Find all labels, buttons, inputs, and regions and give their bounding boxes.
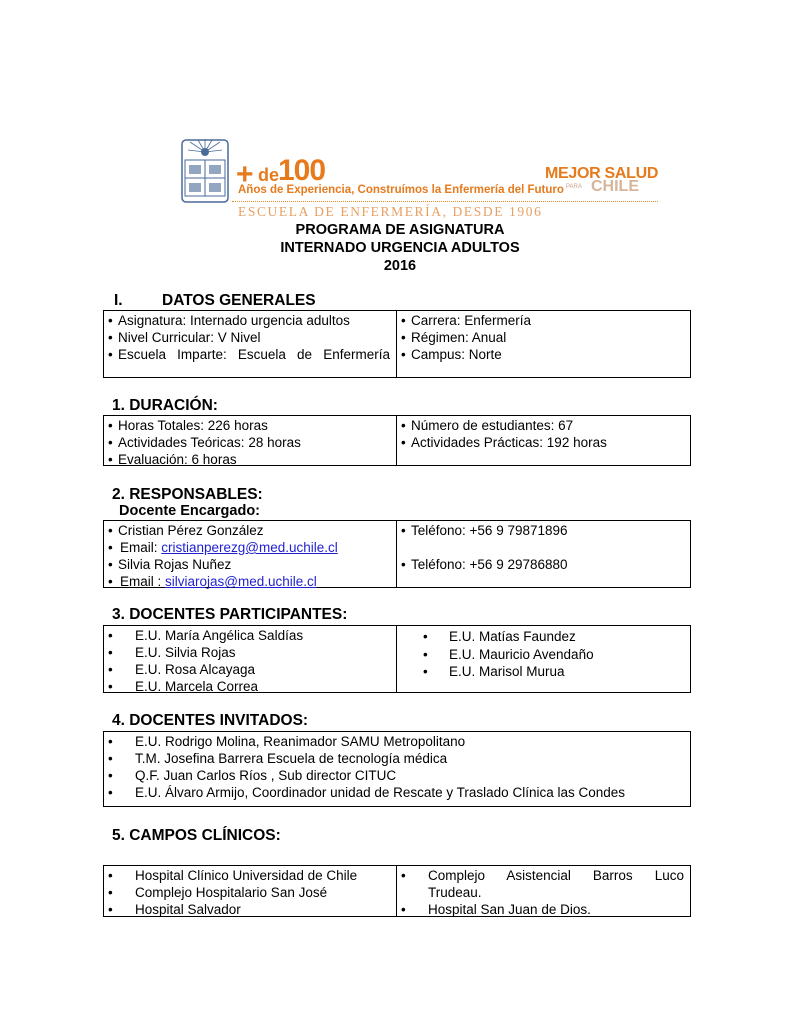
duracion-table xyxy=(103,415,691,466)
person-email-line xyxy=(118,573,390,590)
person-email-line xyxy=(118,539,390,556)
person-phone: • Teléfono: +56 9 79871896 xyxy=(411,522,684,539)
page-title-year: 2016 xyxy=(383,258,417,274)
list-item: • Nivel Curricular: V Nivel xyxy=(118,329,390,346)
list-item: • Evaluación: 6 horas xyxy=(118,451,390,468)
escuela-banner: ESCUELA DE ENFERMERÍA, DESDE 1906 xyxy=(238,204,543,219)
email-link[interactable]: cristianperezg@med.uchile.cl xyxy=(161,540,338,555)
section-invitados-heading: 4. DOCENTES INVITADOS: xyxy=(112,712,309,729)
logo-tagline: Años de Experiencia, Construímos la Enfermería del Futuro xyxy=(238,184,564,196)
email-link[interactable]: silviarojas@med.uchile.cl xyxy=(165,574,317,589)
docente-encargado-subheading: Docente Encargado: xyxy=(119,503,260,519)
duracion-left-col xyxy=(104,416,397,465)
responsables-right-col xyxy=(397,521,690,587)
section-datos-heading: DATOS GENERALES xyxy=(162,292,316,309)
list-item: • T.M. Josefina Barrera Escuela de tecnología médica xyxy=(108,750,684,767)
list-item: • Actividades Teóricas: 28 horas xyxy=(118,434,390,451)
list-item: • Número de estudiantes: 67 xyxy=(411,417,684,434)
logo-plus: + xyxy=(236,158,254,191)
section-campos-heading: 5. CAMPOS CLÍNICOS: xyxy=(112,827,281,844)
logo-100: 100 xyxy=(278,154,326,187)
responsables-table xyxy=(103,520,691,588)
list-item: • E.U. Marisol Murua xyxy=(423,663,684,681)
dotted-divider xyxy=(232,201,658,202)
section-responsables-heading: 2. RESPONSABLES: xyxy=(112,486,263,503)
list-item: • Hospital San Juan de Dios. xyxy=(401,901,684,918)
participantes-left-col xyxy=(104,626,397,692)
list-item: • E.U. Mauricio Avendaño xyxy=(423,646,684,664)
datos-table xyxy=(103,310,691,378)
campos-table xyxy=(103,865,691,917)
section-duracion-heading: 1. DURACIÓN: xyxy=(112,397,218,414)
email-label: Email: xyxy=(120,540,162,555)
campos-left-col xyxy=(104,866,397,916)
list-item: • Campus: Norte xyxy=(411,346,684,363)
list-item: • E.U. Marcela Correa xyxy=(108,678,390,695)
datos-right-col xyxy=(397,311,690,377)
section-datos-number: I. xyxy=(114,292,123,309)
list-item: • Asignatura: Internado urgencia adultos xyxy=(118,312,390,329)
duracion-right-col xyxy=(397,416,690,465)
list-item: • Escuela Imparte: Escuela de Enfermería xyxy=(118,346,390,363)
person-name: • Silvia Rojas Nuñez xyxy=(118,556,390,573)
page-title-line2: INTERNADO URGENCIA ADULTOS xyxy=(280,240,520,256)
chile-label: CHILE xyxy=(591,178,639,195)
para-label: PARA xyxy=(566,184,582,190)
list-item: • Hospital Salvador xyxy=(108,901,390,918)
list-item: • Complejo Asistencial Barros Luco Trudeau. xyxy=(401,867,684,901)
page-title-line1: PROGRAMA DE ASIGNATURA xyxy=(295,222,505,238)
datos-left-col xyxy=(104,311,397,377)
section-participantes-heading: 3. DOCENTES PARTICIPANTES: xyxy=(112,606,348,623)
person-phone: • Teléfono: +56 9 29786880 xyxy=(411,556,684,573)
list-item: • Actividades Prácticas: 192 horas xyxy=(411,434,684,451)
responsables-left-col xyxy=(104,521,397,587)
list-item: • E.U. Matías Faundez xyxy=(423,628,684,646)
university-crest-logo xyxy=(180,138,230,204)
invitados-table xyxy=(103,731,691,807)
list-item: • Complejo Hospitalario San José xyxy=(108,884,390,901)
list-item: • Q.F. Juan Carlos Ríos , Sub director CITUC xyxy=(108,767,684,784)
list-item: • E.U. Álvaro Armijo, Coordinador unidad de Rescate y Traslado Clínica las Condes xyxy=(108,784,684,801)
logo-de: de xyxy=(258,165,280,185)
list-item: • E.U. María Angélica Saldías xyxy=(108,627,390,644)
email-label: Email : xyxy=(120,574,166,589)
participantes-table xyxy=(103,625,691,693)
list-item: • Régimen: Anual xyxy=(411,329,684,346)
person-name: • Cristian Pérez González xyxy=(118,522,390,539)
mejor-salud-logo: MEJOR SALUD xyxy=(545,165,659,182)
participantes-right-col xyxy=(397,626,690,692)
list-item: • Carrera: Enfermería xyxy=(411,312,684,329)
invitados-col xyxy=(104,732,690,806)
list-item: • Horas Totales: 226 horas xyxy=(118,417,390,434)
list-item: • E.U. Rosa Alcayaga xyxy=(108,661,390,678)
campos-right-col xyxy=(397,866,690,916)
list-item: • E.U. Silvia Rojas xyxy=(108,644,390,661)
list-item: • E.U. Rodrigo Molina, Reanimador SAMU Metropolitano xyxy=(108,733,684,750)
list-item: • Hospital Clínico Universidad de Chile xyxy=(108,867,390,884)
